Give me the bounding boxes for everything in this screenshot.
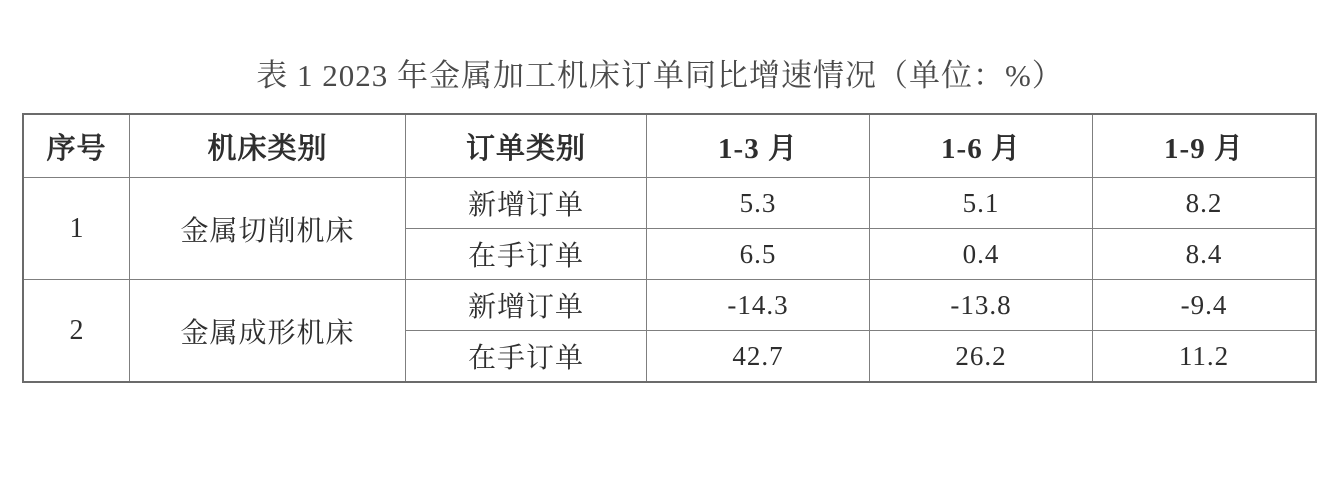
cell-category-2: 金属成形机床 [130,280,406,383]
order-growth-table [22,113,1317,383]
cell-value-q3: 8.2 [1093,178,1317,229]
cell-order-type: 新增订单 [406,280,647,331]
table-row [23,280,1316,331]
table-container [0,113,1320,383]
table-caption: 表 1 2023 年金属加工机床订单同比增速情况（单位：%） [256,58,1064,93]
table-row [23,178,1316,229]
header-cell-q3: 1-9 月 [1093,114,1317,178]
cell-value-q3: -9.4 [1093,280,1317,331]
cell-value-h1: 5.1 [870,178,1093,229]
cell-value-q1: -14.3 [647,280,870,331]
cell-value-h1: 0.4 [870,229,1093,280]
header-cell-order-type: 订单类别 [406,114,647,178]
cell-value-q3: 8.4 [1093,229,1317,280]
cell-value-q3: 11.2 [1093,331,1317,383]
cell-no-2: 2 [23,280,130,383]
cell-value-q1: 42.7 [647,331,870,383]
header-cell-no: 序号 [23,114,130,178]
table-header [23,114,1316,178]
cell-value-h1: -13.8 [870,280,1093,331]
header-cell-h1: 1-6 月 [870,114,1093,178]
cell-order-type: 在手订单 [406,229,647,280]
table-header-row [23,114,1316,178]
cell-value-h1: 26.2 [870,331,1093,383]
header-cell-category: 机床类别 [130,114,406,178]
cell-order-type: 在手订单 [406,331,647,383]
header-cell-q1: 1-3 月 [647,114,870,178]
table-body [23,178,1316,383]
cell-value-q1: 6.5 [647,229,870,280]
cell-value-q1: 5.3 [647,178,870,229]
cell-category-1: 金属切削机床 [130,178,406,280]
cell-order-type: 新增订单 [406,178,647,229]
cell-no-1: 1 [23,178,130,280]
